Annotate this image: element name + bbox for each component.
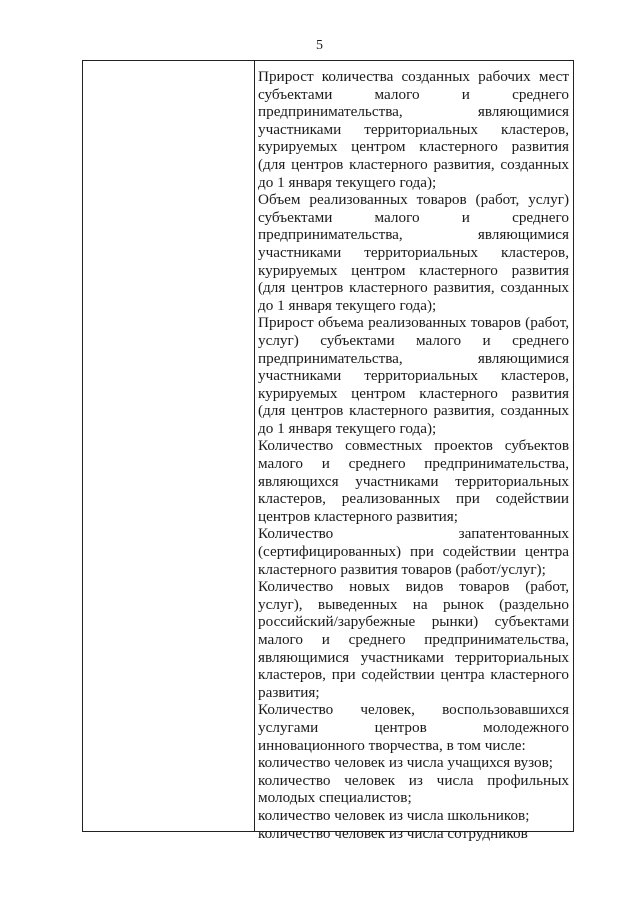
- document-table: [82, 60, 574, 842]
- indicator-paragraph: Прирост объема реализованных товаров (работ, услуг) субъектами малого и среднего предпринимательства, являющимися участниками территориальных кластеров, курируемых центром кластерного развития (для центров кластерного развития, созданных до 1 января текущего года);: [258, 314, 569, 437]
- table-left-cell: [83, 61, 255, 831]
- indicator-subitem: количество человек из числа учащихся вузов;: [258, 754, 554, 772]
- indicator-paragraph: Количество совместных проектов субъектов малого и среднего предпринимательства, являющихся участниками территориальных кластеров, реализованных при содействии центров кластерного развития;: [258, 437, 569, 525]
- indicator-subitem: количество человек из числа профильных молодых специалистов;: [258, 771, 569, 807]
- indicator-paragraph: Прирост количества созданных рабочих мест субъектами малого и среднего предпринимательства, являющимися участниками территориальных кластеров, курируемых центром кластерного развития (для центров кластерного развития, созданных до 1 января текущего года);: [258, 68, 569, 191]
- table-right-cell: [255, 61, 573, 842]
- indicator-paragraph: Количество новых видов товаров (работ, услуг), выведенных на рынок (раздельно российский/зарубежные рынки) субъектами малого и среднего предпринимательства, являющимися участниками территориальных кластеров, при содействии центра кластерного развития;: [258, 578, 569, 701]
- indicator-paragraph: Объем реализованных товаров (работ, услуг) субъектами малого и среднего предпринимательства, являющимися участниками территориальных кластеров, курируемых центром кластерного развития (для центров кластерного развития, созданных до 1 января текущего года);: [258, 191, 569, 314]
- page-number: 5: [316, 38, 323, 53]
- indicator-paragraph: Количество запатентованных (сертифицированных) при содействии центра кластерного развития товаров (работ/услуг);: [258, 525, 569, 578]
- indicator-subitem: количество человек из числа школьников;: [258, 806, 530, 824]
- indicator-paragraph: Количество человек, воспользовавшихся услугами центров молодежного инновационного творчества, в том числе:: [258, 701, 569, 754]
- indicator-subitem: количество человек из числа сотрудников: [258, 824, 528, 842]
